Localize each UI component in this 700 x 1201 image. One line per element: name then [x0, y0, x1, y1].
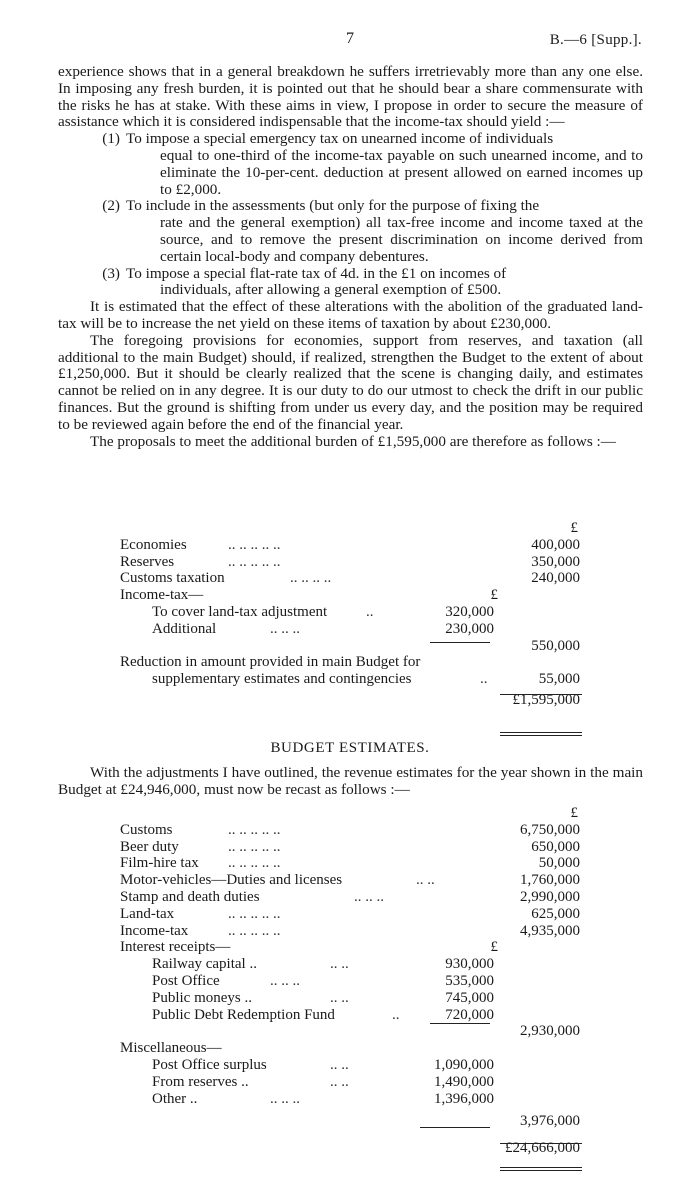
- row-label: Post Office surplus: [152, 1056, 267, 1073]
- row-label: Public Debt Redemption Fund: [152, 1006, 335, 1023]
- row-label: Motor-vehicles—Duties and licenses: [120, 872, 343, 889]
- table-row: [120, 1091, 582, 1108]
- row-amount: 1,490,000: [434, 1073, 494, 1090]
- row-label: Income-tax: [120, 922, 189, 939]
- leader-dots: .. ..: [330, 1073, 349, 1090]
- leader-dots: .. .. ..: [270, 972, 300, 989]
- leader-dots: .. ..: [330, 1056, 349, 1073]
- table-row: [120, 638, 582, 655]
- page-number: 7: [346, 30, 354, 47]
- row-label: supplementary estimates and contingencies: [152, 671, 412, 688]
- table-row: [120, 1040, 582, 1057]
- table-row: [120, 554, 582, 571]
- row-label: Other ..: [152, 1090, 198, 1107]
- paragraph-proposals: The proposals to meet the additional burden of £1,595,000 are therefore as follows :—: [90, 432, 616, 450]
- leader-dots: .. .. ..: [270, 1090, 300, 1107]
- leader-dots: .. .. .. ..: [290, 570, 332, 587]
- group-label: Miscellaneous—: [120, 1040, 222, 1057]
- row-amount: 930,000: [445, 956, 494, 973]
- leader-dots: ..: [366, 603, 374, 620]
- item-number: (3): [102, 264, 120, 282]
- double-rule: [500, 1167, 582, 1168]
- row-total: 50,000: [538, 855, 580, 872]
- total-rule: [500, 1143, 582, 1144]
- paragraph-adjustments: With the adjustments I have outlined, the revenue estimates for the year shown in the main Budget at £24,946,000, must now be recast as follows :—: [58, 764, 643, 798]
- row-total: 550,000: [531, 637, 580, 654]
- currency-symbol: £: [490, 939, 498, 956]
- table-row: [120, 1023, 582, 1040]
- paragraph-estimate: It is estimated that the effect of these alterations with the abolition of the graduated land-tax will be to increase the net yield on these items of taxation by about £230,000.: [58, 298, 643, 332]
- row-label: Additional: [152, 620, 217, 637]
- leader-dots: .. ..: [330, 956, 349, 973]
- leader-dots: ..: [392, 1006, 400, 1023]
- item-text-cont: rate and the general exemption) all tax-free income and income taxed at the source, and to remove the present discrimination on income derived from certain local-body and company debentures.: [160, 214, 643, 265]
- table-row: [120, 889, 582, 906]
- table-row: [120, 537, 582, 554]
- row-label: Reduction in amount provided in main Budget for: [120, 654, 421, 671]
- document-reference: B.—6 [Supp.].: [549, 32, 642, 48]
- table-row: [120, 990, 582, 1007]
- row-label: Reserves: [120, 553, 175, 570]
- row-total: 6,750,000: [520, 821, 580, 838]
- item-number: (2): [102, 197, 120, 215]
- leader-dots: .. .. .. .. ..: [228, 922, 281, 939]
- table-row: [120, 587, 582, 604]
- row-total: 2,990,000: [520, 888, 580, 905]
- table-row: [120, 855, 582, 872]
- leader-dots: ..: [480, 671, 488, 688]
- group-label: Interest receipts—: [120, 939, 231, 956]
- leader-dots: .. .. .. .. ..: [228, 821, 281, 838]
- grand-total: £1,595,000: [512, 691, 580, 708]
- row-total: 2,930,000: [520, 1023, 580, 1040]
- body-text: [58, 765, 643, 799]
- row-total: 650,000: [531, 838, 580, 855]
- row-label: Economies: [120, 536, 187, 553]
- row-amount: 535,000: [445, 972, 494, 989]
- paragraph-foregoing: The foregoing provisions for economies, support from reserves, and taxation (all additional to the main Budget) should, if realized, strengthen the Budget to the extent of about £1,250,000. But it should be clearly realized that the scene is changing daily, and estimates cannot be relied on in any degree. It is our duty to do our utmost to check the drift in our public finances. But the ground is shifting from under us every day, and the position may be required to be reviewed again before the end of the financial year.: [58, 331, 643, 433]
- currency-symbol: £: [570, 520, 578, 536]
- row-amount: 745,000: [445, 989, 494, 1006]
- list-item: [58, 131, 643, 198]
- row-label: Post Office: [152, 972, 220, 989]
- row-label: Public moneys ..: [152, 989, 252, 1006]
- table-row: [120, 1007, 582, 1024]
- row-label: Beer duty: [120, 838, 179, 855]
- table-row: [120, 604, 582, 621]
- table-row: [120, 872, 582, 889]
- row-label: To cover land-tax adjustment: [152, 603, 328, 620]
- leader-dots: .. ..: [330, 989, 349, 1006]
- table-row: [120, 839, 582, 856]
- item-number: (1): [102, 130, 120, 148]
- row-total: 3,976,000: [520, 1113, 580, 1130]
- leader-dots: .. .. ..: [354, 888, 384, 905]
- subtotal-rule: [420, 1127, 490, 1128]
- row-total: 625,000: [531, 905, 580, 922]
- row-total: 1,760,000: [520, 872, 580, 889]
- row-amount: 720,000: [445, 1006, 494, 1023]
- leader-dots: .. .. ..: [270, 620, 300, 637]
- table-row: [120, 822, 582, 839]
- row-amount: 230,000: [445, 620, 494, 637]
- table-row: [120, 1113, 582, 1130]
- item-text-cont: individuals, after allowing a general exemption of £500.: [160, 281, 502, 299]
- row-amount: 320,000: [445, 603, 494, 620]
- row-total: 4,935,000: [520, 922, 580, 939]
- subtotal-rule: [430, 642, 490, 643]
- row-amount: 1,396,000: [434, 1090, 494, 1107]
- row-label: Land-tax: [120, 905, 175, 922]
- table-row: [120, 654, 582, 671]
- item-text: To include in the assessments (but only for the purpose of fixing the: [126, 197, 540, 215]
- section-heading: BUDGET ESTIMATES.: [270, 740, 430, 756]
- leader-dots: .. .. .. .. ..: [228, 905, 281, 922]
- row-label: Film-hire tax: [120, 855, 199, 872]
- row-label: Stamp and death duties: [120, 888, 260, 905]
- item-text: To impose a special emergency tax on unearned income of individuals: [126, 130, 554, 148]
- item-text-cont: equal to one-third of the income-tax payable on such unearned income, and to eliminate the 10-per-cent. deduction at present allowed on earned incomes up to £2,000.: [160, 146, 643, 198]
- proposals-table: [120, 520, 582, 709]
- list-item: [58, 198, 643, 265]
- table-row: [120, 973, 582, 990]
- leader-dots: .. .. .. .. ..: [228, 838, 281, 855]
- total-rule: [500, 694, 582, 695]
- budget-estimates-table: [120, 805, 582, 1157]
- row-label: Customs: [120, 821, 173, 838]
- leader-dots: .. .. .. .. ..: [228, 553, 281, 570]
- list-item: [58, 266, 643, 300]
- row-total: 350,000: [531, 553, 580, 570]
- table-row: [120, 923, 582, 940]
- subtotal-rule: [430, 1023, 490, 1024]
- table-row: [120, 570, 582, 587]
- row-label: From reserves ..: [152, 1073, 249, 1090]
- row-amount: 1,090,000: [434, 1056, 494, 1073]
- double-rule: [500, 1170, 582, 1171]
- leader-dots: .. .. .. .. ..: [228, 855, 281, 872]
- table-row: [120, 956, 582, 973]
- currency-symbol: £: [570, 805, 578, 821]
- table-row: [120, 671, 582, 688]
- leader-dots: .. ..: [416, 872, 435, 889]
- row-total: 400,000: [531, 536, 580, 553]
- row-total: 240,000: [531, 570, 580, 587]
- double-rule: [500, 732, 582, 733]
- body-text: [58, 64, 643, 450]
- row-label: Customs taxation: [120, 570, 225, 587]
- table-row: [120, 621, 582, 638]
- row-label: Railway capital ..: [152, 956, 257, 973]
- table-row: [120, 906, 582, 923]
- currency-symbol: £: [490, 587, 498, 604]
- grand-total: £24,666,000: [505, 1140, 580, 1157]
- row-total: 55,000: [538, 671, 580, 688]
- item-text: To impose a special flat-rate tax of 4d. in the £1 on incomes of: [126, 264, 507, 282]
- double-rule: [500, 735, 582, 736]
- table-row: [120, 1057, 582, 1074]
- table-row: [120, 1074, 582, 1091]
- leader-dots: .. .. .. .. ..: [228, 536, 281, 553]
- table-row: [120, 939, 582, 956]
- paragraph-intro: experience shows that in a general breakdown he suffers irretrievably more than any one else. In imposing any fresh burden, it is pointed out that he should bear a share commensurate with the risks he has at stake. With these aims in view, I propose in order to secure the measure of assistance which it is considered indispensable that the income-tax should yield :—: [58, 63, 643, 131]
- group-label: Income-tax—: [120, 587, 204, 604]
